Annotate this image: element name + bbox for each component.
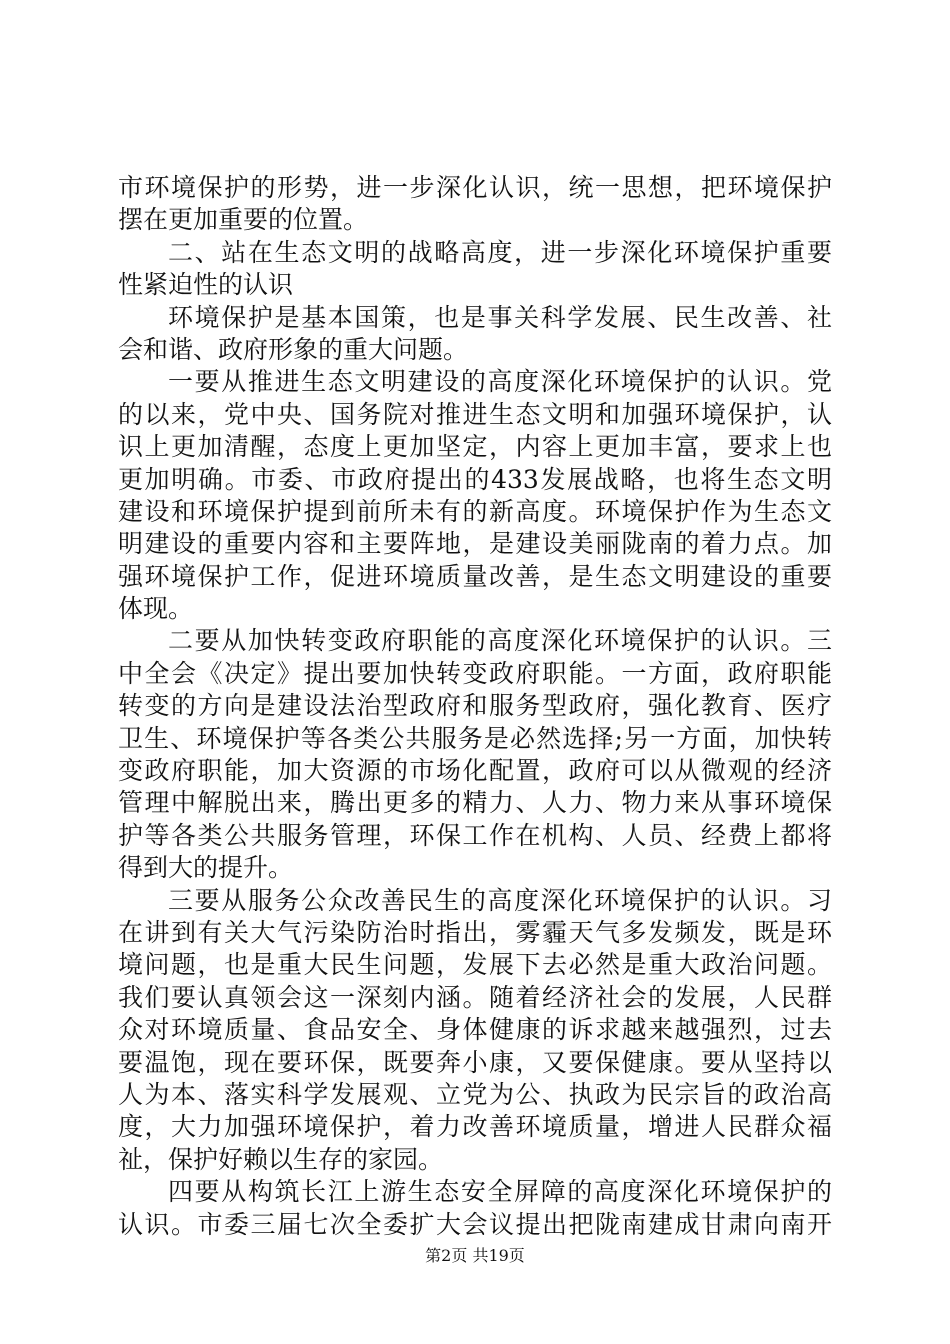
text-line: 识上更加清醒，态度上更加坚定，内容上更加丰富，要求上也	[118, 432, 832, 462]
text-line: 性紧迫性的认识	[118, 270, 294, 300]
text-line: 会和谐、政府形象的重大问题。	[118, 334, 469, 364]
text-line: 管理中解脱出来，腾出更多的精力、人力、物力来从事环境保	[118, 788, 832, 818]
text-line: 环境保护是基本国策，也是事关科学发展、民生改善、社	[168, 302, 832, 332]
text-line: 更加明确。市委、市政府提出的433发展战略，也将生态文明	[118, 464, 832, 494]
text-line: 二、站在生态文明的战略高度，进一步深化环境保护重要	[168, 237, 832, 267]
text-line: 明建设的重要内容和主要阵地，是建设美丽陇南的着力点。加	[118, 529, 832, 559]
text-line: 我们要认真领会这一深刻内涵。随着经济社会的发展，人民群	[118, 982, 832, 1012]
text-line: 度，大力加强环境保护，着力改善环境质量，增进人民群众福	[118, 1112, 832, 1142]
text-line: 市环境保护的形势，进一步深化认识，统一思想，把环境保护	[118, 173, 832, 202]
text-line: 境问题，也是重大民生问题，发展下去必然是重大政治问题。	[118, 950, 832, 980]
text-line: 护等各类公共服务管理，环保工作在机构、人员、经费上都将	[118, 820, 832, 850]
text-line: 变政府职能，加大资源的市场化配置，政府可以从微观的经济	[118, 756, 832, 786]
text-line: 体现。	[118, 594, 194, 624]
text-line: 转变的方向是建设法治型政府和服务型政府，强化教育、医疗	[118, 691, 832, 721]
document-body	[118, 172, 832, 1241]
text-line: 强环境保护工作，促进环境质量改善，是生态文明建设的重要	[118, 561, 832, 591]
text-line: 在讲到有关大气污染防治时指出，雾霾天气多发频发，既是环	[118, 917, 832, 947]
text-line: 三要从服务公众改善民生的高度深化环境保护的认识。习	[168, 885, 832, 915]
text-line: 卫生、环境保护等各类公共服务是必然选择;另一方面，加快转	[118, 723, 832, 753]
text-line: 要温饱，现在要环保，既要奔小康，又要保健康。要从坚持以	[118, 1047, 832, 1077]
text-line: 认识。市委三届七次全委扩大会议提出把陇南建成甘肃向南开	[118, 1209, 832, 1239]
text-line: 得到大的提升。	[118, 853, 294, 883]
text-line: 一要从推进生态文明建设的高度深化环境保护的认识。党	[168, 367, 832, 397]
text-line: 中全会《决定》提出要加快转变政府职能。一方面，政府职能	[118, 658, 832, 688]
page-number-footer: 第2页 共19页	[425, 1246, 525, 1265]
text-line: 人为本、落实科学发展观、立党为公、执政为民宗旨的政治高	[118, 1079, 832, 1109]
text-line: 二要从加快转变政府职能的高度深化环境保护的认识。三	[168, 626, 832, 656]
text-line: 四要从构筑长江上游生态安全屏障的高度深化环境保护的	[168, 1177, 832, 1207]
text-line: 众对环境质量、食品安全、身体健康的诉求越来越强烈，过去	[118, 1015, 832, 1045]
text-line: 摆在更加重要的位置。	[118, 205, 369, 235]
text-line: 建设和环境保护提到前所未有的新高度。环境保护作为生态文	[118, 496, 832, 526]
text-line: 祉，保护好赖以生存的家园。	[118, 1144, 444, 1174]
text-line: 的以来，党中央、国务院对推进生态文明和加强环境保护，认	[118, 399, 832, 429]
